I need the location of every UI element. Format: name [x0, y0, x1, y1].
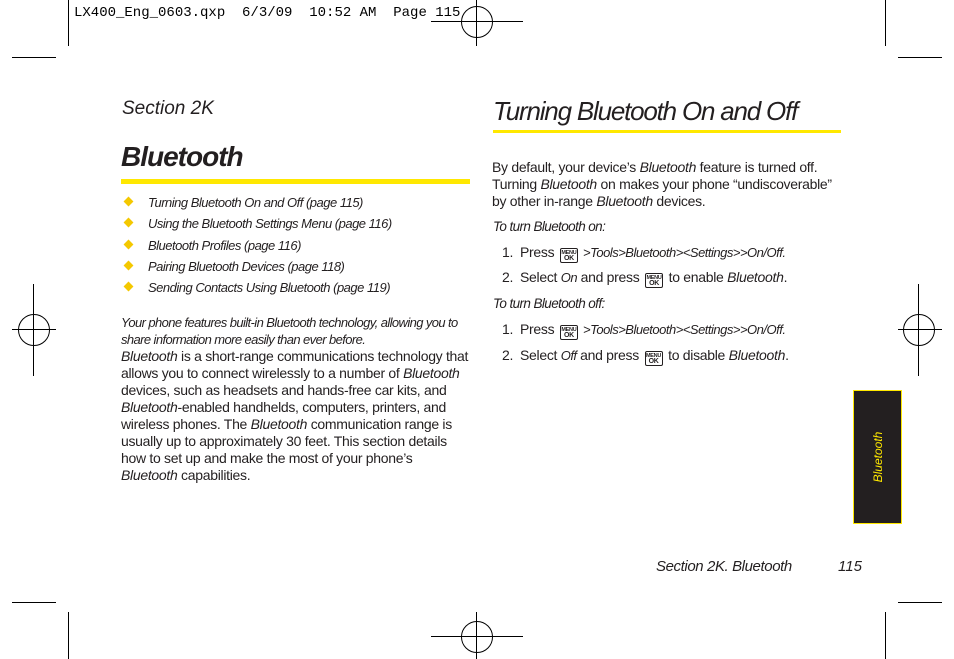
step-text: Press [520, 244, 555, 260]
diamond-bullet-icon [124, 197, 134, 207]
section-contents-list [122, 194, 462, 300]
menu-ok-key-icon: MENU OK [561, 327, 577, 339]
step-text: and press [577, 269, 644, 285]
printer-slug: LX400_Eng_0603.qxp 6/3/09 10:52 AM Page 115 [74, 5, 461, 21]
toc-item-label: Sending Contacts Using Bluetooth (page 119) [148, 280, 391, 296]
option-label: Off [560, 348, 577, 363]
footer-section: Section 2K. Bluetooth [656, 558, 792, 575]
body-text: communication range is usually up to approximately 30 feet. This section details how to set up and make the most of your phone’s [121, 416, 452, 466]
term: Bluetooth [728, 347, 786, 363]
side-tab-label: Bluetooth [870, 431, 885, 483]
menu-path: >Tools>Bluetooth><Settings>>On/Off. [579, 245, 786, 260]
crop-mark [68, 0, 69, 46]
toc-item [122, 279, 462, 300]
menu-ok-key-icon: MENU OK [646, 353, 662, 365]
term: Bluetooth [403, 365, 460, 381]
term: Bluetooth [250, 416, 308, 432]
body-paragraph [121, 348, 471, 484]
body-text: -enabled handhelds, computers, printers, and wireless phones. The [121, 399, 446, 432]
body-text: is a short-range communications technology that allows you to connect wirelessly to a number of [121, 348, 469, 381]
step-number: 2. [502, 347, 514, 363]
crop-mark [885, 0, 886, 46]
toc-item-label: Using the Bluetooth Settings Menu (page 116) [148, 216, 392, 232]
term: Bluetooth [121, 399, 178, 415]
toc-item [122, 215, 462, 236]
intro-text: feature is turned off. Turning [492, 159, 818, 192]
page-number: 115 [838, 558, 862, 575]
term: Bluetooth [596, 193, 653, 209]
step-off-2: 2. Select Off and press MENU OK to disable Bluetooth. [502, 347, 789, 365]
toc-item-label: Turning Bluetooth On and Off (page 115) [148, 195, 363, 210]
term: Bluetooth [727, 269, 784, 285]
side-section-tab [853, 390, 902, 524]
toc-item [122, 194, 462, 215]
subsection-heading: Turning Bluetooth On and Off [493, 96, 798, 126]
heading-rule [493, 130, 841, 133]
diamond-bullet-icon [124, 218, 134, 228]
chapter-title: Bluetooth [121, 141, 243, 172]
step-text: to enable [665, 269, 728, 285]
lead-paragraph: Your phone features built-in Bluetooth technology, allowing you to share information more easily than ever before. [121, 315, 458, 347]
menu-ok-key-icon: MENU OK [646, 275, 662, 287]
step-text: Select [520, 269, 561, 285]
option-label: On [560, 270, 578, 285]
term: Bluetooth [639, 159, 697, 175]
menu-path: >Tools>Bluetooth><Settings>>On/Off. [579, 322, 786, 337]
diamond-bullet-icon [124, 239, 134, 249]
crop-mark [898, 602, 942, 603]
term: Bluetooth [121, 348, 178, 364]
step-off-1 [502, 321, 785, 340]
step-on-1 [502, 244, 785, 263]
step-text: and press [576, 347, 643, 363]
crop-mark [12, 602, 56, 603]
term: Bluetooth [121, 467, 178, 483]
crop-mark [885, 612, 886, 659]
body-text: capabilities. [177, 467, 251, 483]
title-rule [121, 179, 470, 184]
toc-item-label: Pairing Bluetooth Devices (page 118) [148, 258, 345, 274]
toc-item-label: Bluetooth Profiles (page 116) [148, 237, 301, 253]
crop-mark [12, 57, 56, 58]
term: Bluetooth [540, 176, 597, 192]
step-text: Press [520, 321, 555, 337]
toc-item [122, 258, 462, 279]
diamond-bullet-icon [124, 282, 134, 292]
intro-text: devices. [652, 193, 706, 209]
procedure-title-off: To turn Bluetooth off: [493, 296, 605, 311]
procedure-title-on: To turn Bluetooth on: [493, 219, 606, 234]
step-number: 1. [502, 244, 514, 260]
body-text: devices, such as headsets and hands-free car kits, and [121, 382, 447, 398]
toc-item [122, 237, 462, 258]
intro-text: on makes your phone “undiscoverable” by other in-range [492, 176, 832, 209]
crop-mark [68, 612, 69, 659]
diamond-bullet-icon [124, 260, 134, 270]
step-text: to disable [664, 347, 729, 363]
step-text: Select [520, 347, 561, 363]
step-on-2: 2. Select On and press MENU OK to enable Bluetooth. [502, 269, 788, 287]
crop-mark [898, 57, 942, 58]
intro-paragraph [492, 159, 842, 210]
menu-ok-key-icon: MENU OK [561, 250, 577, 262]
section-label: Section 2K [122, 98, 214, 119]
intro-text: By default, your device’s [492, 159, 640, 175]
step-number: 2. [502, 269, 514, 285]
step-number: 1. [502, 321, 514, 337]
